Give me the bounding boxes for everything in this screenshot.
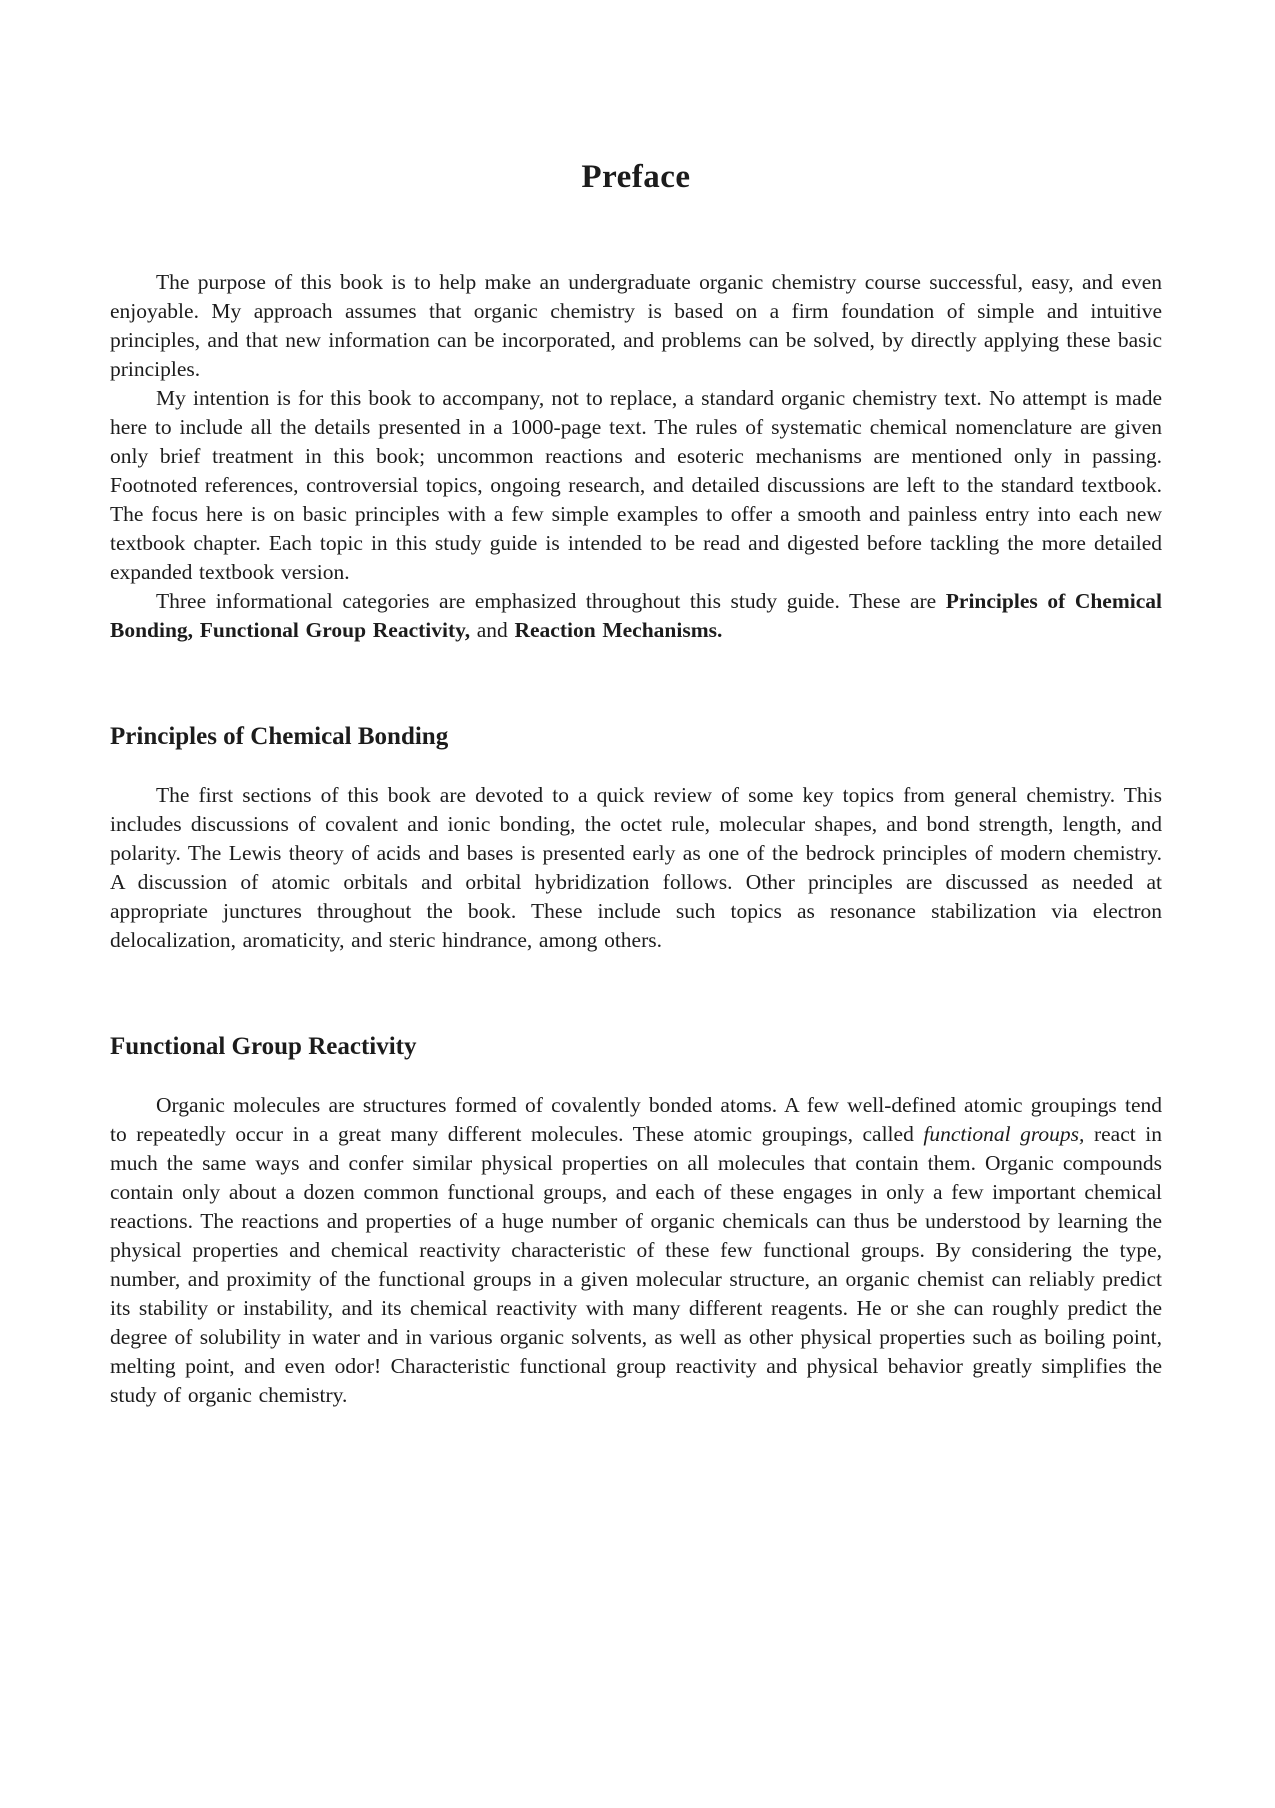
categories-bold-bonding-and-reactivity: Principles of Chemical Bonding, Functional Group Reactivity, — [110, 589, 1162, 642]
categories-connector-text: and — [470, 618, 515, 642]
section-heading-functional-group-reactivity: Functional Group Reactivity — [110, 1033, 417, 1060]
functional-groups-italic-text: functional groups, — [923, 1122, 1085, 1146]
page-title: Preface — [581, 159, 691, 195]
intro-paragraph-intention: My intention is for this book to accompany, not to replace, a standard organic chemistry text. No attempt is made here to include all the details presented in a 1000-page text. The rules of systematic chemical nomenclature are given only brief treatment in this book; uncommon reactions and esoteric mechanisms are mentioned only in passing. Footnoted references, controversial topics, ongoing research, and detailed discussions are left to the standard textbook. The focus here is on basic principles with a few simple examples to offer a smooth and painless entry into each new textbook chapter. Each topic in this study guide is intended to be read and digested before tackling the more detailed expanded textbook version. — [110, 386, 1162, 584]
section-paragraph-principles-of-chemical-bonding: The first sections of this book are devoted to a quick review of some key topics from general chemistry. This includes discussions of covalent and ionic bonding, the octet rule, molecular shapes, and bond strength, length, and polarity. The Lewis theory of acids and bases is presented early as one of the bedrock principles of modern chemistry. A discussion of atomic orbitals and orbital hybridization follows. Other principles are discussed as needed at appropriate junctures throughout the book. These include such topics as resonance stabilization via electron delocalization, aromaticity, and steric hindrance, among others. — [110, 783, 1162, 952]
section-heading-principles-of-chemical-bonding: Principles of Chemical Bonding — [110, 723, 449, 750]
intro-paragraph-purpose: The purpose of this book is to help make an undergraduate organic chemistry course successful, easy, and even enjoyable. My approach assumes that organic chemistry is based on a firm foundation of simple and intuitive principles, and that new information can be incorporated, and problems can be solved, by directly applying these basic principles. — [110, 270, 1162, 381]
intro-paragraph-categories — [110, 587, 1162, 645]
categories-bold-reaction-mechanisms: Reaction Mechanisms. — [514, 618, 723, 642]
functional-groups-rest-text: react in much the same ways and confer similar physical properties on all molecules that contain them. Organic compounds contain only about a dozen common functional groups, and each of these engages in only a few important chemical reactions. The reactions and properties of a huge number of organic chemicals can thus be understood by learning the physical properties and chemical reactivity characteristic of these few functional groups. By considering the type, number, and proximity of the functional groups in a given molecular structure, an organic chemist can reliably predict its stability or instability, and its chemical reactivity with many different reagents. He or she can roughly predict the degree of solubility in water and in various organic solvents, as well as other physical properties such as boiling point, melting point, and even odor! Characteristic functional group reactivity and physical behavior greatly simplifies the study of organic chemistry. — [110, 1122, 1162, 1407]
preface-page — [0, 158, 1275, 1808]
section-paragraph-functional-group-reactivity — [110, 1091, 1162, 1410]
functional-groups-lead-text: Organic molecules are structures formed of covalently bonded atoms. A few well-defined atomic groupings tend to repeatedly occur in a great many different molecules. These atomic groupings, called — [110, 1093, 1162, 1146]
categories-lead-text: Three informational categories are emphasized throughout this study guide. These are — [156, 589, 946, 613]
